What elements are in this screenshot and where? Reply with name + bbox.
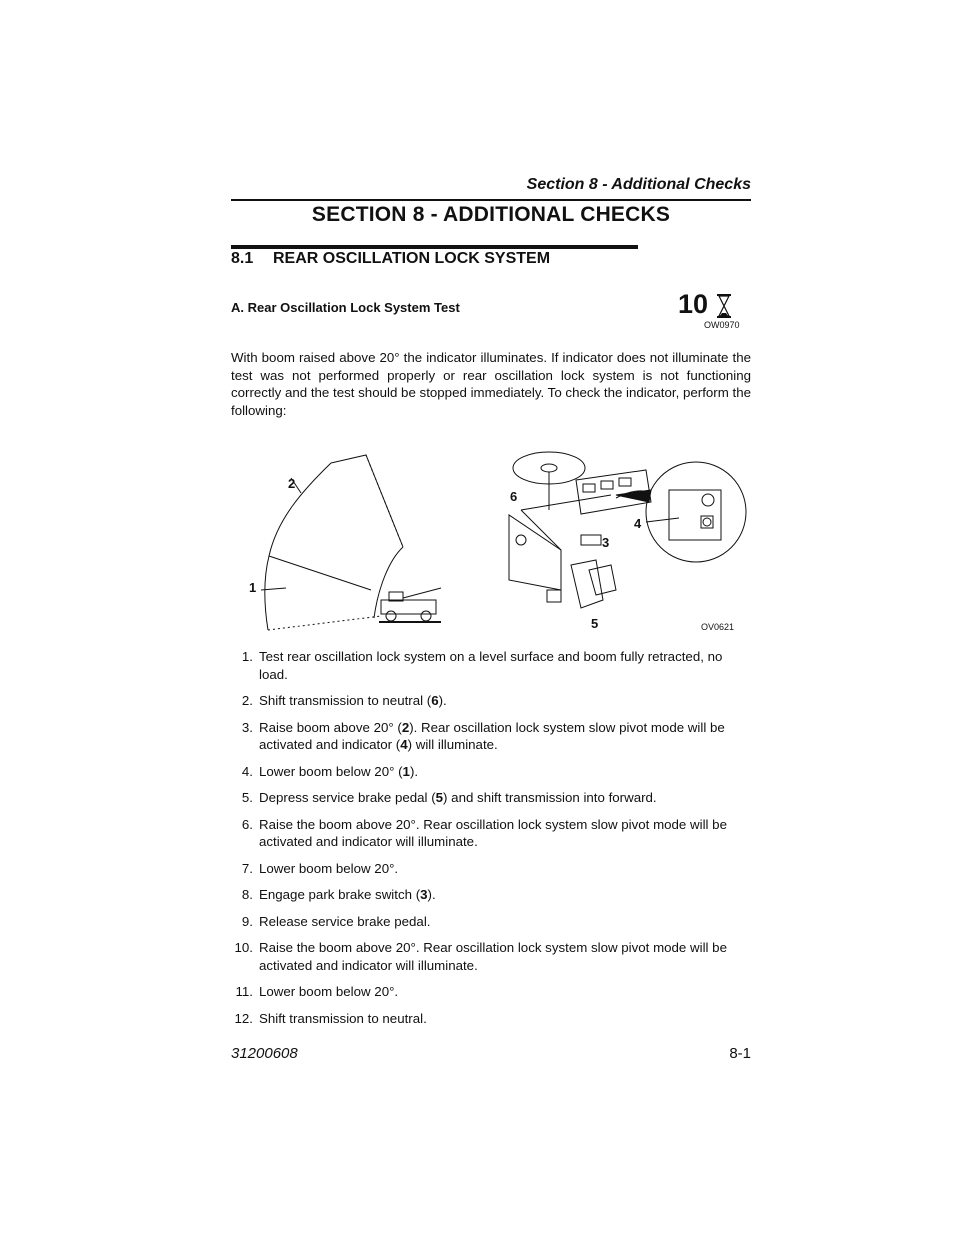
figure-illustration [231,440,751,640]
step-text: ). Rear oscillation lock system slow pivot mode will be activated and indicator ( [259,719,725,752]
step-number: 6. [241,816,253,832]
indicator-panel-detail [616,462,746,562]
step-number: 7. [241,860,253,876]
test-title: A. Rear Oscillation Lock System Test [231,300,460,315]
step-text: Raise the boom above 20°. Rear oscillation lock system slow pivot mode will be activated and indicator will illuminate. [259,940,727,973]
step-number: 9. [241,913,253,929]
step-text: Raise boom above 20° ( [259,719,402,735]
step-number: 11. [235,984,253,999]
step-text: Shift transmission to neutral ( [259,693,432,708]
interval-code: OW0970 [704,320,740,330]
callout-2: 2 [288,476,296,491]
step-text: Test rear oscillation lock system on a level surface and boom fully retracted, no load. [259,649,723,682]
step-number: 5. [241,790,253,805]
step-callout-ref: 3 [420,887,428,902]
procedure-step [231,789,751,807]
step-number: 12. [234,1010,253,1026]
running-header: Section 8 - Additional Checks [526,176,751,193]
step-number: 2. [241,693,253,708]
intro-paragraph: With boom raised above 20° the indicator illuminates. If indicator does not illuminate the test was not performed properly or rear oscillation lock system is not functioning correctly and the test should be stopped immediately. To check the indicator, perform the following: [231,350,751,418]
step-number: 10. [234,940,253,955]
service-interval [678,289,748,320]
callout-4: 4 [634,516,642,531]
procedure-step [231,886,751,904]
subsection-rule [231,245,638,249]
step-text: ). [438,693,447,708]
step-callout-ref: 6 [431,693,439,708]
step-text: Shift transmission to neutral. [259,1010,427,1026]
interval-number: 10 [678,289,709,319]
procedure-step [231,719,751,754]
section-title: SECTION 8 - ADDITIONAL CHECKS [311,203,671,226]
step-callout-ref: 5 [435,790,444,805]
step-number: 1. [241,649,253,664]
step-text: ). [409,763,419,779]
step-text: Lower boom below 20°. [259,984,399,999]
subsection-heading [231,250,550,268]
step-callout-ref: 4 [400,737,408,752]
procedure-step [231,648,751,683]
step-text: ). [427,887,436,902]
callout-5: 5 [591,616,599,631]
callout-3: 3 [602,535,610,550]
procedure-step [231,763,751,781]
step-text: Depress service brake pedal ( [259,790,436,805]
procedure-step [231,816,751,851]
page-number: 8-1 [729,1045,751,1062]
step-number: 3. [241,719,253,735]
procedure-step [231,692,751,710]
step-callout-ref: 1 [402,763,410,779]
header-rule [231,199,751,201]
operator-station [509,452,651,608]
callout-6: 6 [510,489,518,504]
step-text: ) will illuminate. [407,737,498,752]
step-text: ) and shift transmission into forward. [443,790,657,805]
step-text: Lower boom below 20° ( [259,763,403,779]
step-text: Release service brake pedal. [259,913,431,929]
step-text: Engage park brake switch ( [259,887,421,902]
step-text: Lower boom below 20°. [259,860,399,876]
hourglass-icon [716,294,732,318]
callout-1: 1 [249,580,257,595]
step-text: Raise the boom above 20°. Rear oscillation lock system slow pivot mode will be activated and indicator will illuminate. [259,816,727,849]
step-callout-ref: 2 [401,719,410,735]
procedure-step [231,1010,751,1028]
document-number: 31200608 [231,1045,298,1062]
procedure-step [231,860,751,878]
subsection-number: 8.1 [231,250,254,267]
telehandler-machine [379,588,441,622]
oscillation-lock-figure [231,440,751,640]
procedure-steps [231,648,751,1036]
procedure-step [231,913,751,931]
subsection-title: REAR OSCILLATION LOCK SYSTEM [273,250,551,267]
step-number: 4. [241,763,253,779]
procedure-step [231,939,751,974]
procedure-step [231,983,751,1001]
figure-code: OV0621 [701,622,735,632]
step-number: 8. [241,887,253,902]
